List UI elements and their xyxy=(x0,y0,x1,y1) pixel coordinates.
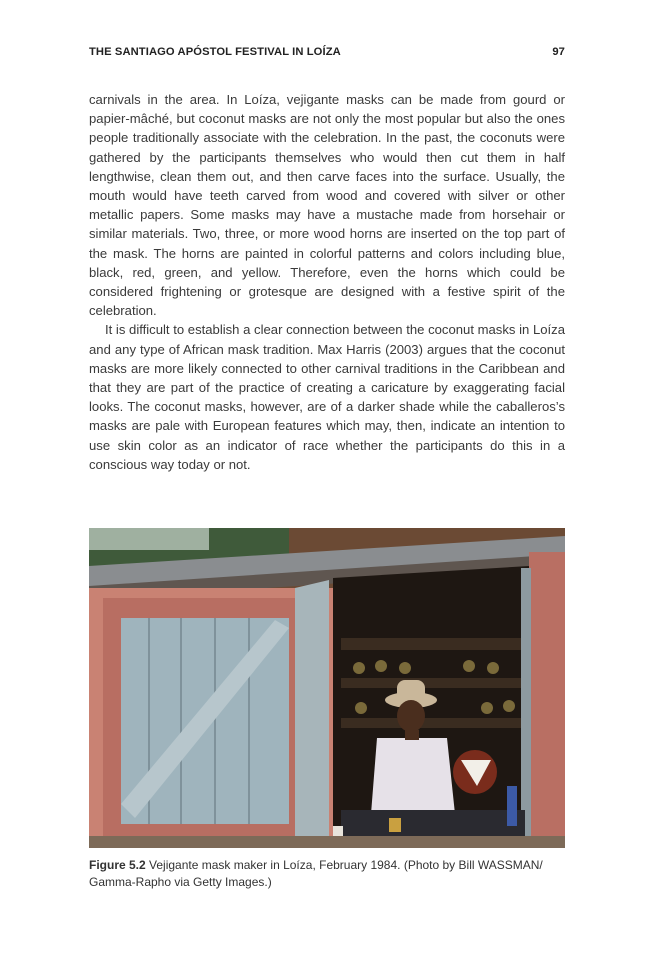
paragraph-1: carnivals in the area. In Loíza, vejigante masks can be made from gourd or papier-mâché, but coconut masks are not only the most popular but also the ones people traditionally associate with the celebration. In the past, the coconuts were gathered by the participants themselves who would then cut them in half lengthwise, clean them out, and then carve faces into the surface. Usually, the mouth would have teeth carved from wood and covered with silver or other metallic papers. Some masks may have a mustache made from horsehair or similar materials. Two, three, or more wood horns are inserted on the top part of the mask. The horns are painted in colorful patterns and colors including blue, black, red, green, and yellow. Therefore, even the horns which could be considered frightening or grotesque are designed with a festive spirit of the celebration. xyxy=(89,92,565,319)
figure-photo xyxy=(89,528,565,848)
running-head-title: THE SANTIAGO APÓSTOL FESTIVAL IN LOÍZA xyxy=(89,46,341,58)
figure-label: Figure 5.2 xyxy=(89,858,146,872)
page-number: 97 xyxy=(552,46,565,58)
paragraph-2: It is difficult to establish a clear connection between the coconut masks in Loíza and any type of African mask tradition. Max Harris (2003) argues that the coconut masks are more likely connected to other carnival traditions in the Caribbean and that they are part of the practice of creating a caricature by exaggerating facial looks. The coconut masks, however, are of a darker shade while the caballeros’s masks are pale with European features which may, then, indicate an intention to use skin color as an indicator of race whether the participants do this in a conscious way today or not. xyxy=(89,322,565,472)
photo-mask-maker-workshop xyxy=(89,528,565,848)
body-text xyxy=(89,90,565,474)
running-head xyxy=(89,46,565,58)
figure-caption xyxy=(89,857,565,891)
figure-caption-text: Vejigante mask maker in Loíza, February 1984. (Photo by Bill WASSMAN/ Gamma-Rapho via Getty Images.) xyxy=(89,858,543,889)
